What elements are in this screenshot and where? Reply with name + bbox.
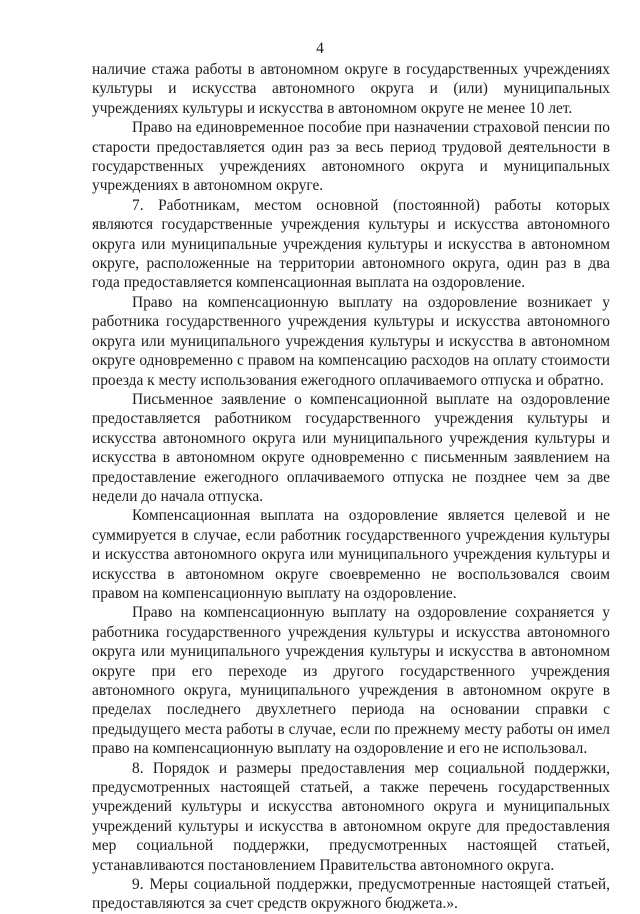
paragraph-right-to-compensation: Право на компенсационную выплату на оздоровление возникает у работника государственного учреждения культуры и искусства автономного округа или муниципального учреждения культуры и искусства в автономном округе одновременно с правом на компенсацию расходов на оплату стоимости проезда к месту использования ежегодного оплачиваемого отпуска и обратно. <box>92 293 610 389</box>
paragraph-written-application: Письменное заявление о компенсационной выплате на оздоровление предоставляется работником государственного учреждения культуры и искусства автономного округа или муниципального учреждения культуры и искусства в автономном округе одновременно с письменным заявлением на предоставление ежегодного оплачиваемого отпуска не позднее чем за две недели до начала отпуска. <box>92 390 610 505</box>
paragraph-continuation: наличие стажа работы в автономном округе в государственных учреждениях культуры и искусства автономного округа и (или) муниципальных учреждениях культуры и искусства в автономном округе не менее 10 лет. <box>92 61 610 117</box>
paragraph-item-9: 9. Меры социальной поддержки, предусмотренные настоящей статьей, предоставляются за счет средств окружного бюджета.». <box>92 876 610 913</box>
paragraph-targeted-payment: Компенсационная выплата на оздоровление является целевой и не суммируется в случае, если работник государственного учреждения культуры и искусства автономного округа или муниципального учреждения культуры и искусства в автономном округе своевременно не воспользовался своим правом на компенсационную выплату на оздоровление. <box>92 507 610 602</box>
paragraph-right-retained: Право на компенсационную выплату на оздоровление сохраняется у работника государственного учреждения культуры и искусства автономного округа или муниципального учреждения культуры и искусства в автономном округе при его переходе из другого государственного учреждения автономного округа, муниципального учреждения в автономном округе в пределах последнего двухлетнего периода на основании справки с предыдущего места работы в случае, если по прежнему месту работы он имел право на компенсационную выплату на оздоровление и его не использовал. <box>92 604 610 758</box>
page-number: 4 <box>316 40 324 57</box>
paragraph-item-7: 7. Работникам, местом основной (постоянной) работы которых являются государственные учреждения культуры и искусства автономного округа или муниципальные учреждения культуры и искусства в автономном округе, расположенные на территории автономного округа, один раз в два года предоставляется компенсационная выплата на оздоровление. <box>92 196 610 292</box>
paragraph-item-8: 8. Порядок и размеры предоставления мер социальной поддержки, предусмотренных настоящей статьей, а также перечень государственных учреждений культуры и искусства автономного округа и муниципальных учреждений культуры и искусства в автономном округе для предоставления мер социальной поддержки, предусмотренных настоящей статьей, устанавливаются постановлением Правительства автономного округа. <box>92 759 610 874</box>
paragraph-pension-allowance: Право на единовременное пособие при назначении страховой пенсии по старости предоставляется один раз за весь период трудовой деятельности в государственных учреждениях автономного округа и муниципальных учреждениях в автономном округе. <box>92 119 610 195</box>
document-body <box>92 60 610 914</box>
